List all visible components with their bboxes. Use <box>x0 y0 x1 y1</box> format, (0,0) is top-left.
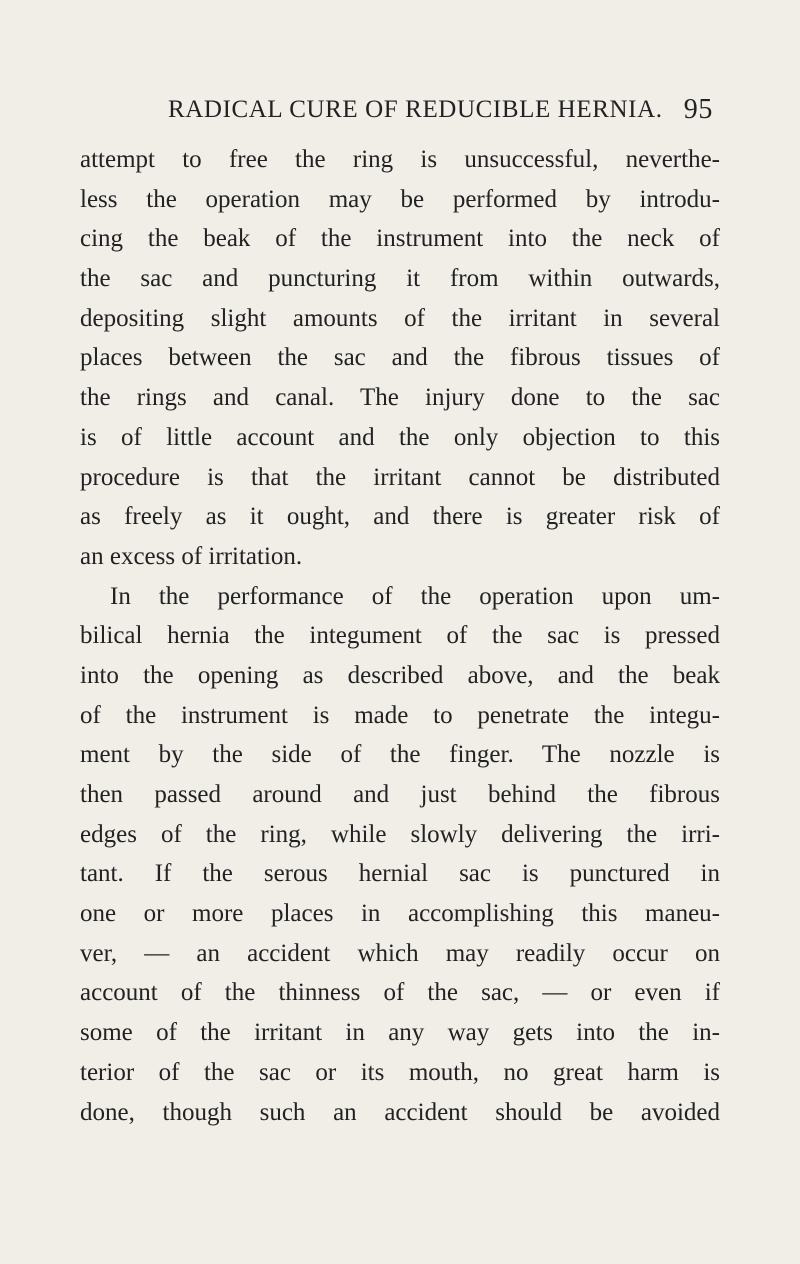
text-line: cing the beak of the instrument into the neck of <box>80 225 720 253</box>
text-line: tant. If the serous hernial sac is punctured in <box>80 860 720 888</box>
text-line: into the opening as described above, and the beak <box>80 661 720 689</box>
text-line: one or more places in accomplishing this maneu- <box>80 900 720 928</box>
text-line: In the performance of the operation upon um- <box>110 582 720 610</box>
text-line: the rings and canal. The injury done to the sac <box>80 384 720 412</box>
text-line: ver, — an accident which may readily occur on <box>80 939 720 967</box>
page-number: 95 <box>683 94 713 125</box>
text-line: less the operation may be performed by introdu- <box>80 185 720 213</box>
paragraph <box>80 577 720 1133</box>
text-line: attempt to free the ring is unsuccessful, neverthe- <box>80 146 720 173</box>
text-line: procedure is that the irritant cannot be distributed <box>80 463 720 491</box>
text-line: ment by the side of the finger. The nozzle is <box>80 741 720 769</box>
text-line: an excess of irritation. <box>80 542 303 570</box>
running-head <box>168 96 713 136</box>
text-line: of the instrument is made to penetrate the integu- <box>80 701 720 729</box>
running-title: RADICAL CURE OF REDUCIBLE HERNIA. <box>168 96 663 123</box>
text-line: the sac and puncturing it from within outwards, <box>80 265 720 293</box>
text-line: places between the sac and the fibrous tissues of <box>80 344 720 372</box>
text-line: depositing slight amounts of the irritant in several <box>80 304 720 332</box>
text-line: as freely as it ought, and there is greater risk of <box>80 503 720 531</box>
text-line: some of the irritant in any way gets into the in- <box>80 1019 720 1047</box>
text-line: bilical hernia the integument of the sac is pressed <box>80 622 720 650</box>
paragraph <box>80 140 720 577</box>
text-line: account of the thinness of the sac, — or even if <box>80 979 720 1007</box>
body-text <box>80 140 720 1132</box>
text-line: terior of the sac or its mouth, no great harm is <box>80 1058 720 1086</box>
text-line: done, though such an accident should be avoided <box>80 1098 720 1126</box>
text-line: is of little account and the only objection to this <box>80 423 720 451</box>
text-line: then passed around and just behind the fibrous <box>80 781 720 808</box>
text-line: edges of the ring, while slowly delivering the irri- <box>80 820 720 848</box>
